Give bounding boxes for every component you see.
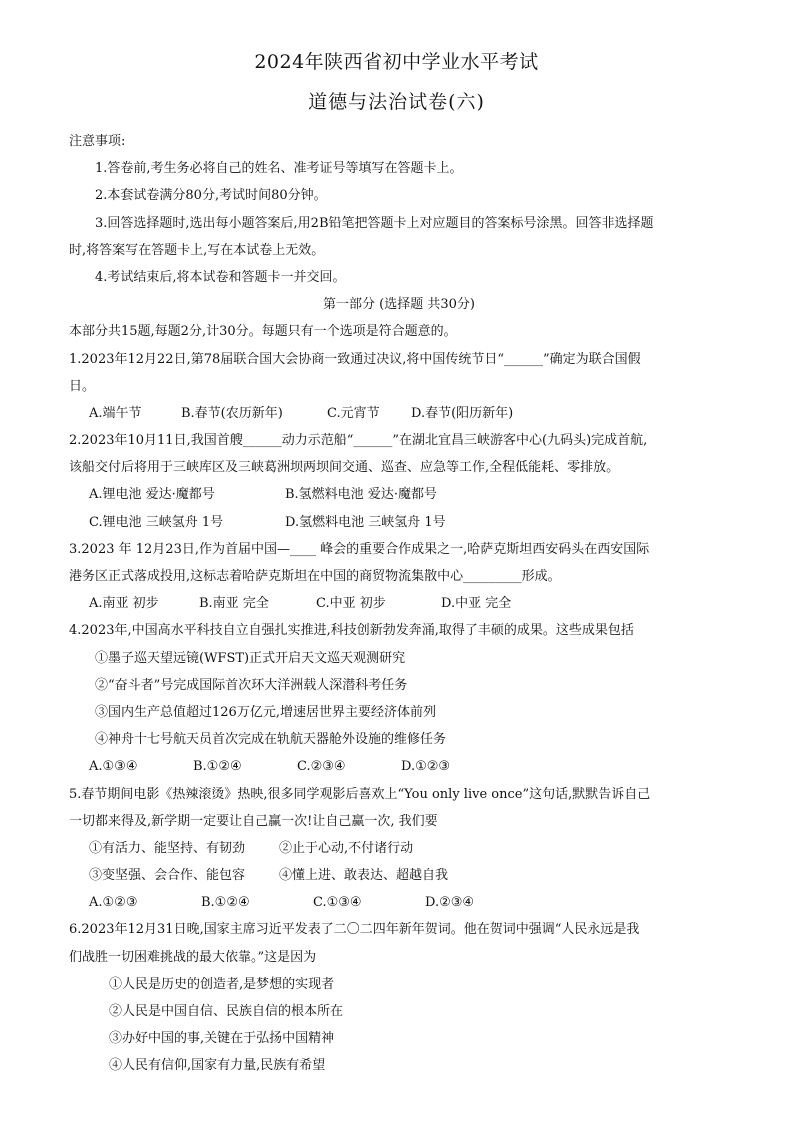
- question-5-item-2: ②止于心动,不付诸行动: [279, 840, 414, 856]
- option-d: D.②③④: [425, 895, 475, 911]
- option-a: A.南亚 初步: [89, 596, 159, 612]
- question-5-options: [69, 889, 729, 916]
- question-4-item-4: ④神舟十七号航天员首次完成在轨航天器舱外设施的维修任务: [95, 732, 447, 748]
- option-b: B.①②④: [201, 895, 250, 911]
- option-c: C.中亚 初步: [316, 596, 386, 612]
- option-a: A.端午节: [89, 405, 142, 421]
- notice-item-3-cont: 时,将答案写在答题卡上,写在本试卷上无效。: [69, 242, 325, 258]
- question-2-stem-cont: 该船交付后将用于三峡库区及三峡葛洲坝两坝间交通、巡查、应急等工作,全程低能耗、零排放。: [69, 460, 620, 476]
- option-b: B.春节(农历新年): [181, 405, 283, 421]
- option-b: B.南亚 完全: [199, 596, 269, 612]
- question-1-stem-cont: 日。: [69, 378, 96, 394]
- question-4-item-1: ①墨子巡天望远镜(WFST)正式开启天文巡天观测研究: [95, 650, 406, 666]
- question-6-item-2: ②人民是中国自信、民族自信的根本所在: [109, 1004, 344, 1019]
- part1-heading: 第一部分 (选择题 共30分): [323, 297, 475, 313]
- question-5-items-row2: [69, 862, 729, 889]
- option-c: C.②③④: [297, 759, 346, 775]
- notice-heading: 注意事项:: [69, 134, 126, 149]
- notice-item-4: 4.考试结束后,将本试卷和答题卡一并交回。: [95, 269, 346, 285]
- option-d: D.春节(阳历新年): [411, 405, 514, 421]
- question-2-options-row2: [69, 509, 729, 536]
- option-a: A.①②③: [89, 895, 138, 911]
- question-6-item-3: ③办好中国的事,关键在于弘扬中国精神: [109, 1031, 335, 1047]
- question-5-items-row1: [69, 835, 729, 862]
- notice-item-3: 3.回答选择题时,选出每小题答案后,用2B铅笔把答题卡上对应题目的答案标号涂黑。回答非选择题: [95, 215, 654, 231]
- option-a: A.锂电池 爱达·魔都号: [89, 487, 215, 503]
- notice-item-2: 2.本套试卷满分80分,考试时间80分钟。: [95, 188, 327, 204]
- question-6-item-1: ①人民是历史的创造者,是梦想的实现者: [109, 976, 335, 992]
- option-b: B.①②④: [193, 759, 242, 775]
- question-6-item-4: ④人民有信仰,国家有力量,民族有希望: [109, 1058, 326, 1074]
- notice-item-1: 1.答卷前,考生务必将自己的姓名、准考证号等填写在答题卡上。: [95, 161, 463, 177]
- question-5-stem-cont: 一切都来得及,新学期一定要让自己赢一次!让自己赢一次, 我们要: [69, 813, 438, 829]
- question-2-options-row1: [69, 481, 729, 508]
- question-4-stem: 4.2023年,中国高水平科技自立自强扎实推进,科技创新勃发奔涌,取得了丰硕的成果。这些成果包括: [69, 623, 634, 639]
- part1-intro: 本部分共15题,每题2分,计30分。每题只有一个选项是符合题意的。: [69, 324, 457, 340]
- question-4-item-2: ②“奋斗者”号完成国际首次环大洋洲载人深潜科考任务: [95, 677, 408, 693]
- question-6-stem: 6.2023年12月31日晚,国家主席习近平发表了二〇二四年新年贺词。他在贺词中强调“人民永远是我: [69, 922, 640, 938]
- question-5-item-1: ①有活力、能坚持、有韧劲: [89, 840, 246, 856]
- exam-content: [69, 128, 729, 1080]
- option-b: B.氢燃料电池 爱达·魔都号: [285, 487, 437, 503]
- question-5-item-4: ④懂上进、敢表达、超越自我: [279, 868, 449, 884]
- option-d: D.①②③: [401, 759, 451, 775]
- option-c: C.锂电池 三峡氢舟 1号: [89, 514, 224, 530]
- option-a: A.①③④: [89, 759, 138, 775]
- option-c: C.①③④: [313, 895, 362, 911]
- question-6-stem-cont: 们战胜一切困难挑战的最大依靠。”这是因为: [69, 949, 317, 965]
- question-2-stem: 2.2023年10月11日,我国首艘______动力示范船“______”在湖北宜昌三峡游客中心(九码头)完成首航,: [69, 433, 648, 449]
- option-d: D.氢燃料电池 三峡氢舟 1号: [285, 514, 446, 530]
- option-c: C.元宵节: [327, 405, 380, 421]
- exam-subtitle: 道德与法治试卷(六): [308, 91, 485, 113]
- question-3-stem-cont: 港务区正式落成投用,这标志着哈萨克斯坦在中国的商贸物流集散中心_________形成。: [69, 569, 561, 584]
- question-1-options: [69, 400, 729, 427]
- question-3-stem: 3.2023 年 12月23日,作为首届中国—____ 峰会的重要合作成果之一,哈萨克斯坦西安码头在西安国际: [69, 541, 650, 557]
- question-4-item-3: ③国内生产总值超过126万亿元,增速居世界主要经济体前列: [95, 704, 436, 720]
- question-5-item-3: ③变坚强、会合作、能包容: [89, 868, 246, 884]
- exam-title: 2024年陕西省初中学业水平考试: [254, 51, 539, 73]
- question-1-stem: 1.2023年12月22日,第78届联合国大会协商一致通过决议,将中国传统节日“______”确定为联合国假: [69, 351, 641, 367]
- question-4-options: [69, 753, 729, 780]
- option-d: D.中亚 完全: [441, 596, 512, 612]
- question-5-stem: 5.春节期间电影《热辣滚烫》热映,很多同学观影后喜欢上“You only live once”这句话,默默告诉自己: [69, 786, 651, 802]
- question-3-options: [69, 590, 729, 617]
